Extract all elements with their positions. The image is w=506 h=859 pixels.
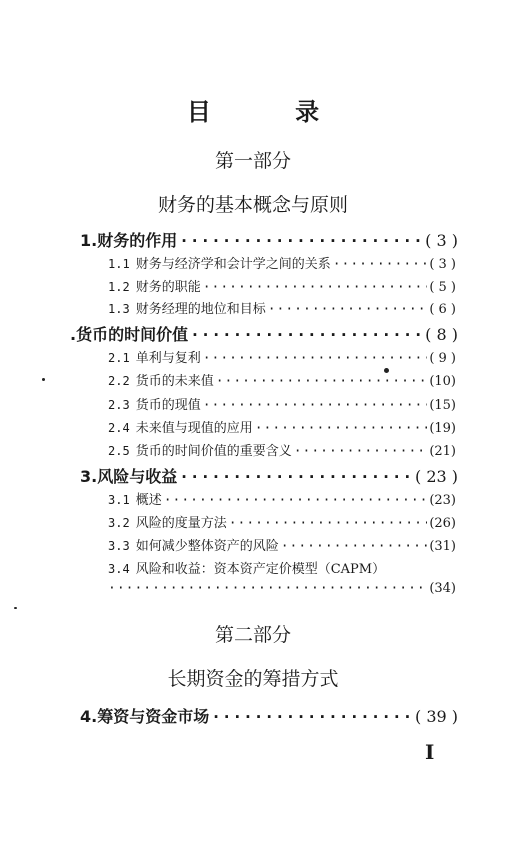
item-title: 货币的时间价值的重要含义 <box>135 444 292 459</box>
chapter-title: .货币的时间价值 <box>70 325 189 344</box>
item-title: 货币的现值 <box>135 398 201 413</box>
item-number: 2.5 <box>108 444 130 458</box>
page-number: ( 8 ) <box>425 325 458 344</box>
item-number: 2.3 <box>108 398 130 412</box>
toc-item-2-5[interactable] <box>108 440 456 459</box>
page-number: (34) <box>429 581 456 596</box>
dot-leader <box>216 374 428 389</box>
page-number: ( 23 ) <box>414 467 458 486</box>
page-number: (19) <box>429 421 456 436</box>
item-number: 1.3 <box>108 302 130 316</box>
page-number: ( 39 ) <box>414 707 458 726</box>
scan-speck <box>42 378 45 381</box>
item-number: 2.4 <box>108 421 130 435</box>
chapter-title: 4.筹资与资金市场 <box>80 707 210 726</box>
dot-leader <box>203 351 428 366</box>
page-folio: I <box>425 740 435 764</box>
toc-item-2-3[interactable] <box>108 394 456 413</box>
page-number: (21) <box>429 444 456 459</box>
page-number: (31) <box>429 539 456 554</box>
item-number: 3.2 <box>108 516 130 530</box>
item-number: 3.3 <box>108 539 130 553</box>
part-two-label: 第二部分 <box>214 624 291 646</box>
item-title: 概述 <box>135 493 162 508</box>
dot-leader <box>164 493 428 508</box>
dot-leader <box>268 302 428 317</box>
page-title: 目 录 <box>186 97 358 126</box>
item-title: 财务经理的地位和目标 <box>135 302 266 317</box>
chapter-title: 3.风险与收益 <box>80 467 178 486</box>
item-number: 3.1 <box>108 493 130 507</box>
part-one-label: 第一部分 <box>214 150 291 172</box>
dot-leader <box>281 539 428 554</box>
toc-item-3-4-leader <box>108 581 456 596</box>
toc-item-3-2[interactable] <box>108 512 456 531</box>
item-title: 如何减少整体资产的风险 <box>135 539 279 554</box>
part-two-title: 长期资金的筹措方式 <box>167 668 339 690</box>
toc-chapter-4[interactable] <box>80 704 458 727</box>
dot-leader <box>255 421 428 436</box>
page-number: (15) <box>429 398 456 413</box>
toc-item-3-1[interactable] <box>108 489 456 508</box>
toc-chapter-1[interactable] <box>80 228 458 251</box>
scan-speck <box>14 607 17 609</box>
item-number: 3.4 <box>108 562 130 576</box>
dot-leader <box>333 257 428 272</box>
item-number: 1.1 <box>108 257 130 271</box>
page-number: (23) <box>429 493 456 508</box>
dot-leader <box>179 231 423 250</box>
toc-item-1-2[interactable] <box>108 276 456 295</box>
toc-item-3-3[interactable] <box>108 535 456 554</box>
item-title: 财务的职能 <box>135 280 201 295</box>
scan-speck <box>384 368 389 373</box>
dot-leader <box>211 707 413 726</box>
part-one-title: 财务的基本概念与原则 <box>157 194 348 216</box>
item-title: 货币的未来值 <box>135 374 214 389</box>
page-number: ( 9 ) <box>429 351 456 366</box>
dot-leader <box>203 280 428 295</box>
dot-leader <box>203 398 428 413</box>
page-number: ( 6 ) <box>429 302 456 317</box>
page-number: ( 3 ) <box>429 257 456 272</box>
dot-leader <box>229 516 428 531</box>
toc-item-1-1[interactable] <box>108 253 456 272</box>
toc-item-2-1[interactable] <box>108 347 456 366</box>
page-number: ( 5 ) <box>429 280 456 295</box>
dot-leader <box>294 444 428 459</box>
item-number: 2.2 <box>108 374 130 388</box>
chapter-title: 1.财务的作用 <box>80 231 178 250</box>
item-number: 2.1 <box>108 351 130 365</box>
item-title: 未来值与现值的应用 <box>135 421 253 436</box>
page-number: (10) <box>429 374 456 389</box>
toc-item-2-2[interactable] <box>108 370 456 389</box>
item-number: 1.2 <box>108 280 130 294</box>
page-number: (26) <box>429 516 456 531</box>
toc-item-1-3[interactable] <box>108 298 456 317</box>
dot-leader <box>108 581 427 596</box>
item-title: 财务与经济学和会计学之间的关系 <box>135 257 331 272</box>
toc-item-2-4[interactable] <box>108 417 456 436</box>
toc-item-3-4-title[interactable] <box>108 558 456 577</box>
dot-leader <box>179 467 413 486</box>
item-title: 单利与复利 <box>135 351 201 366</box>
item-title: 风险和收益：资本资产定价模型（CAPM） <box>135 562 386 577</box>
toc-chapter-2[interactable] <box>70 322 458 345</box>
page-number: ( 3 ) <box>425 231 458 250</box>
item-title: 风险的度量方法 <box>135 516 227 531</box>
dot-leader <box>190 325 423 344</box>
toc-chapter-3[interactable] <box>80 464 458 487</box>
